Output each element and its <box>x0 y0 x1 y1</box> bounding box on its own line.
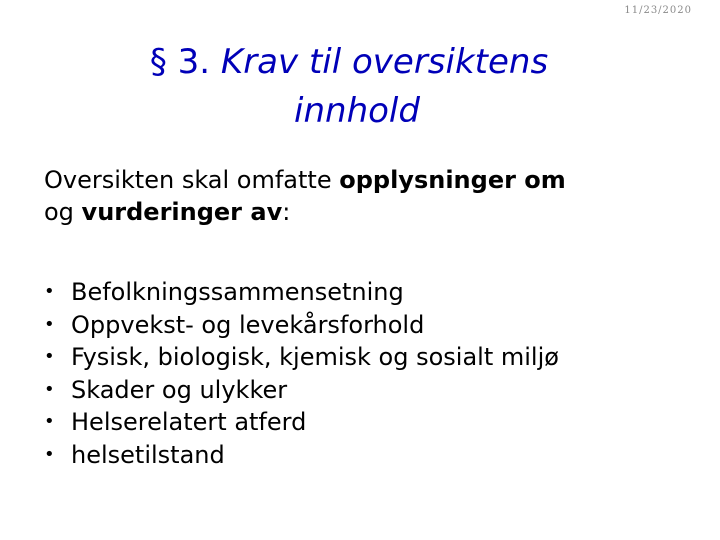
intro-text-1: Oversikten skal omfatte <box>44 166 340 194</box>
bullet-icon: • <box>44 346 55 367</box>
section-number: § 3. <box>149 42 211 82</box>
bullet-icon: • <box>44 313 55 335</box>
intro-bold-2: vurderinger av <box>81 198 283 226</box>
list-item-text: Helserelatert atferd <box>71 408 307 436</box>
intro-paragraph <box>44 164 684 228</box>
list-item <box>44 276 559 309</box>
bullet-list <box>44 276 559 471</box>
intro-bold-1: opplysninger om <box>339 166 566 194</box>
list-item-text: Oppvekst- og levekårsforhold <box>71 310 425 339</box>
list-item <box>44 341 559 374</box>
list-item <box>44 406 559 439</box>
slide-date: 11/23/2020 <box>624 5 692 16</box>
list-item <box>44 309 559 342</box>
list-item-text: Skader og ulykker <box>71 375 288 404</box>
list-item <box>44 439 559 472</box>
slide-title <box>0 38 720 136</box>
bullet-icon: • <box>44 411 55 432</box>
bullet-icon: • <box>44 443 55 465</box>
intro-text-3: : <box>282 198 291 226</box>
bullet-icon: • <box>44 378 55 400</box>
list-item-text: Fysisk, biologisk, kjemisk og sosialt miljø <box>71 343 559 371</box>
title-text-2: innhold <box>294 91 420 131</box>
title-line-1 <box>0 38 720 87</box>
title-text-1: Krav til oversiktens <box>220 42 549 82</box>
list-item <box>44 374 559 407</box>
intro-text-2: og <box>44 198 82 226</box>
bullet-icon: • <box>44 281 55 302</box>
list-item-text: Befolkningssammensetning <box>71 278 404 306</box>
list-item-text: helsetilstand <box>71 440 225 469</box>
